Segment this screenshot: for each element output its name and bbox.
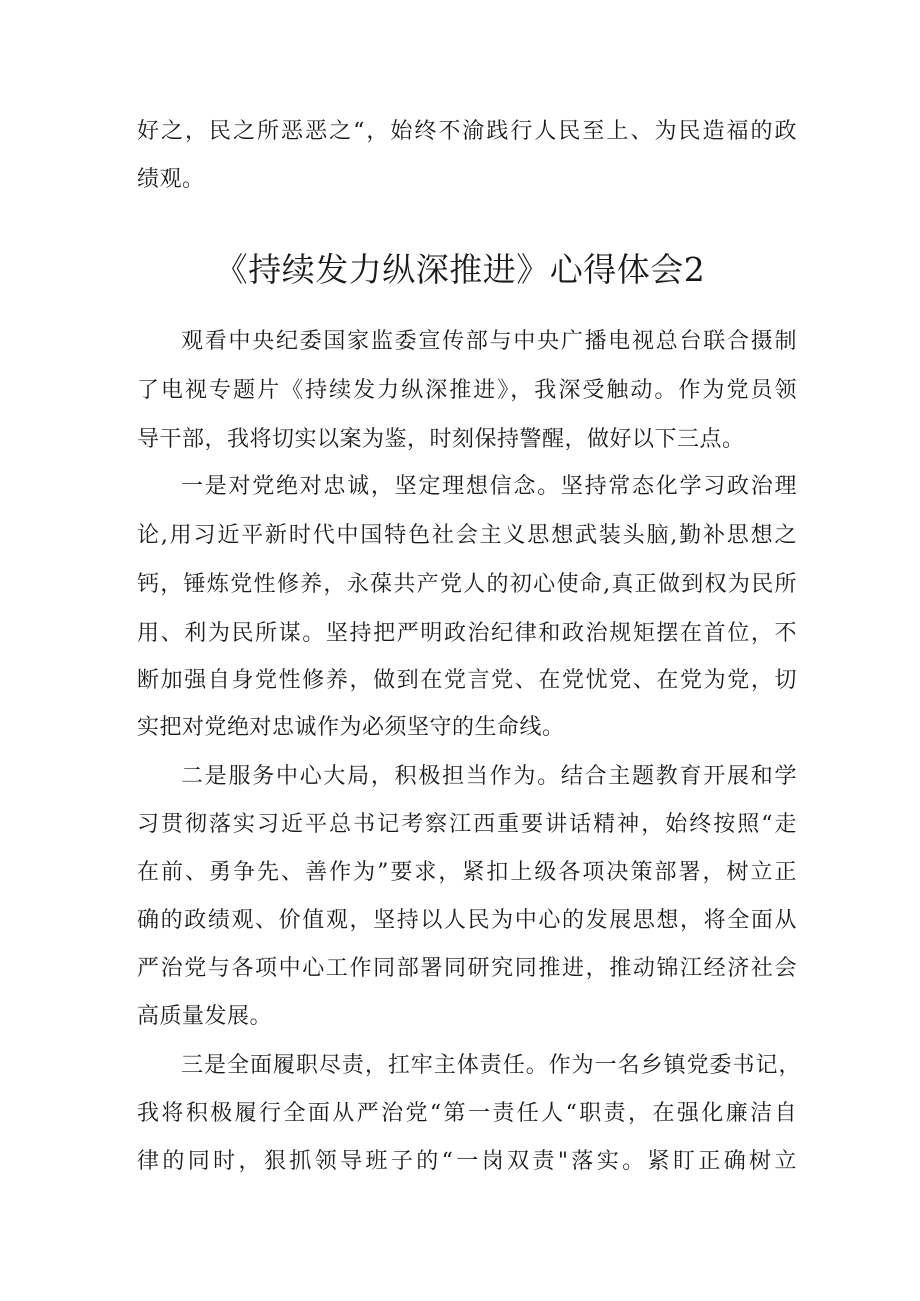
- paragraph-line: 钙，锤炼党性修养，永葆共产党人的初心使命,真正做到权为民所: [137, 572, 797, 597]
- paragraph-line: 我将积极履行全面从严治党“第一责任人“职责，在强化廉洁自: [137, 1101, 797, 1126]
- paragraph-line: 断加强自身党性修养，做到在党言党、在党忧党、在党为党，切: [137, 668, 797, 693]
- paragraph-line: 严治党与各项中心工作同部署同研究同推进，推动锦江经济社会: [137, 956, 797, 981]
- paragraph-line: 高质量发展。: [137, 1004, 273, 1029]
- paragraph-line: 三是全面履职尽责，扛牢主体责任。作为一名乡镇党委书记，: [181, 1053, 801, 1078]
- paragraph-line: 律的同时，狠抓领导班子的“一岗双责"落实。紧盯正确树立: [137, 1149, 797, 1174]
- paragraph-line: 实把对党绝对忠诚作为必须坚守的生命线。: [137, 715, 565, 740]
- intro-line: 绩观。: [137, 167, 205, 192]
- paragraph-line: 二是服务中心大局，积极担当作为。结合主题教育开展和学: [181, 764, 797, 789]
- paragraph-line: 观看中央纪委国家监委宣传部与中央广播电视总台联合摄制: [181, 329, 797, 354]
- document-title: 《持续发力纵深推进》心得体会2: [214, 250, 706, 289]
- paragraph-line: 了电视专题片《持续发力纵深推进》，我深受触动。作为党员领: [137, 378, 797, 403]
- paragraph-line: 习贯彻落实习近平总书记考察江西重要讲话精神，始终按照“走: [137, 812, 797, 837]
- paragraph-line: 一是对党绝对忠诚，坚定理想信念。坚持常态化学习政治理: [181, 474, 797, 499]
- paragraph-line: 导干部，我将切实以案为鉴，时刻保持警醒，做好以下三点。: [137, 427, 745, 452]
- intro-line: 好之，民之所恶恶之“，始终不渝践行人民至上、为民造福的政: [137, 119, 797, 144]
- paragraph-line: 确的政绩观、价值观，坚持以人民为中心的发展思想，将全面从: [137, 908, 797, 933]
- paragraph-line: 论,用习近平新时代中国特色社会主义思想武装头脑,勤补思想之: [137, 523, 797, 548]
- paragraph-line: 在前、勇争先、善作为”要求，紧扣上级各项决策部署，树立正: [137, 860, 797, 885]
- paragraph-line: 用、利为民所谋。坚持把严明政治纪律和政治规矩摆在首位，不: [137, 621, 797, 646]
